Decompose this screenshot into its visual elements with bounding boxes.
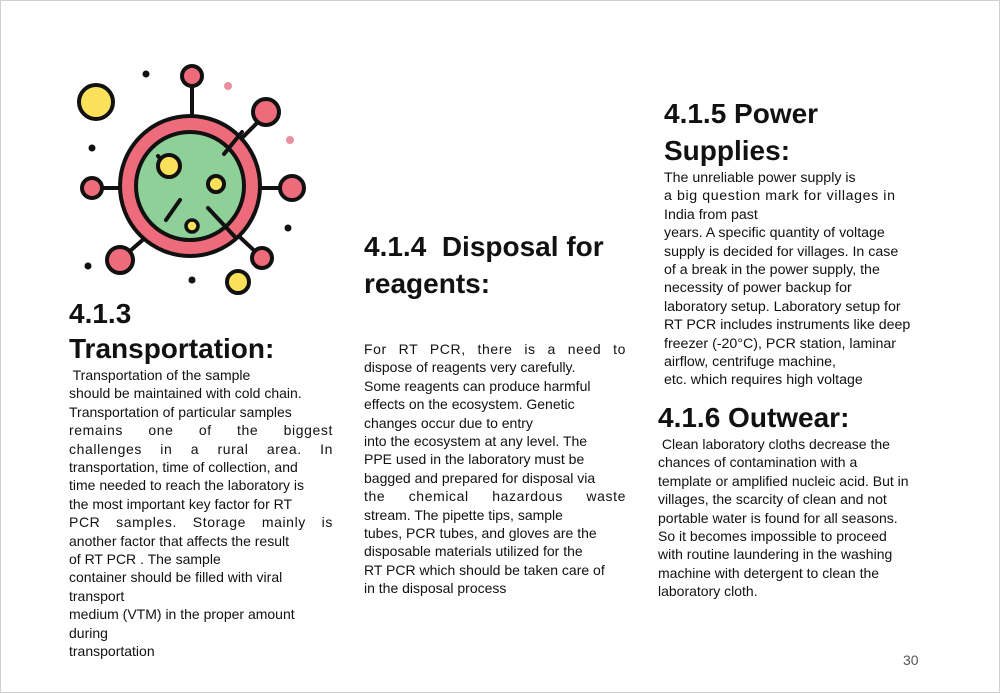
section-disposal	[364, 228, 626, 598]
text-line: supply is decided for villages. In case	[664, 243, 899, 260]
text-line: freezer (-20°C), PCR station, laminar	[664, 335, 896, 352]
text-line: another factor that affects the result	[69, 532, 289, 549]
heading-title-line1: 4.1.5 Power	[664, 98, 819, 129]
paragraph-power-supplies	[664, 169, 936, 390]
text-line: So it becomes impossible to proceed	[658, 528, 887, 545]
paragraph-outwear	[658, 435, 940, 601]
text-line: Transportation of the sample	[69, 367, 251, 383]
text-line: etc. which requires high voltage	[664, 372, 863, 389]
heading-title-line2: Supplies:	[664, 135, 791, 166]
text-line: transportation	[69, 643, 155, 660]
text-line: time needed to reach the laboratory is	[69, 477, 305, 494]
heading-title-line1: 4.1.4 Disposal for	[364, 231, 604, 262]
text-line: RT PCR includes instruments like deep	[664, 317, 911, 334]
heading-transportation	[69, 296, 333, 366]
section-outwear	[658, 400, 940, 601]
text-line: PPE used in the laboratory must be	[364, 451, 585, 468]
text-line: medium (VTM) in the proper amount	[69, 606, 295, 623]
text-line: container should be filled with viral	[69, 569, 283, 586]
text-line: the chemical hazardous waste	[364, 488, 626, 505]
paragraph-disposal	[364, 340, 626, 598]
heading-disposal	[364, 228, 626, 302]
text-line: during	[69, 624, 108, 641]
text-line: a big question mark for villages in	[664, 188, 896, 205]
text-line: Clean laboratory cloths decrease the	[658, 436, 890, 452]
text-line: airflow, centrifuge machine,	[664, 354, 836, 371]
text-line: laboratory setup. Laboratory setup for	[664, 298, 901, 315]
text-line: transportation, time of collection, and	[69, 459, 298, 476]
text-line: years. A specific quantity of voltage	[664, 225, 885, 242]
text-line: effects on the ecosystem. Genetic	[364, 396, 575, 413]
text-line: necessity of power backup for	[664, 280, 852, 297]
heading-number: 4.1.3	[69, 298, 132, 329]
text-line: Transportation of particular samples	[69, 403, 292, 420]
heading-outwear: 4.1.6 Outwear:	[658, 402, 850, 433]
text-line: changes occur due to entry	[364, 414, 533, 431]
text-line: The unreliable power supply is	[664, 170, 856, 186]
page-number: 30	[903, 652, 919, 668]
text-line: machine with detergent to clean the	[658, 564, 880, 581]
text-line: transport	[69, 587, 125, 604]
text-line: bagged and prepared for disposal via	[364, 469, 596, 486]
text-line: into the ecosystem at any level. The	[364, 433, 588, 450]
heading-title-line2: reagents:	[364, 268, 491, 299]
text-line: remains one of the biggest	[69, 422, 333, 439]
text-line: For RT PCR, there is a need to	[364, 341, 626, 357]
heading-title: Transportation:	[69, 333, 275, 364]
paragraph-transportation	[69, 366, 333, 661]
text-line: Some reagents can produce harmful	[364, 377, 591, 394]
text-line: RT PCR which should be taken care of	[364, 561, 605, 578]
section-transportation	[69, 296, 333, 661]
text-line: villages, the scarcity of clean and not	[658, 491, 887, 508]
text-line: template or amplified nucleic acid. But in	[658, 472, 909, 489]
text-line: of RT PCR . The sample	[69, 551, 221, 568]
text-line: laboratory cloth.	[658, 583, 758, 600]
text-line: portable water is found for all seasons.	[658, 509, 898, 526]
text-line: with routine laundering in the washing	[658, 546, 893, 563]
section-power-supplies	[664, 95, 936, 390]
text-line: stream. The pipette tips, sample	[364, 506, 563, 523]
text-line: PCR samples. Storage mainly is	[69, 514, 333, 531]
text-line: challenges in a rural area. In	[69, 440, 333, 457]
text-line: India from past	[664, 206, 758, 223]
heading-power-supplies	[664, 95, 936, 169]
text-line: in the disposal process	[364, 580, 507, 597]
text-line: disposable materials utilized for the	[364, 543, 583, 560]
text-line: the most important key factor for RT	[69, 495, 293, 512]
text-line: should be maintained with cold chain.	[69, 385, 302, 402]
text-line: tubes, PCR tubes, and gloves are the	[364, 525, 597, 542]
text-line: chances of contamination with a	[658, 454, 858, 471]
text-line: of a break in the power supply, the	[664, 262, 880, 279]
virus-icon	[68, 60, 318, 300]
text-line: dispose of reagents very carefully.	[364, 359, 576, 376]
